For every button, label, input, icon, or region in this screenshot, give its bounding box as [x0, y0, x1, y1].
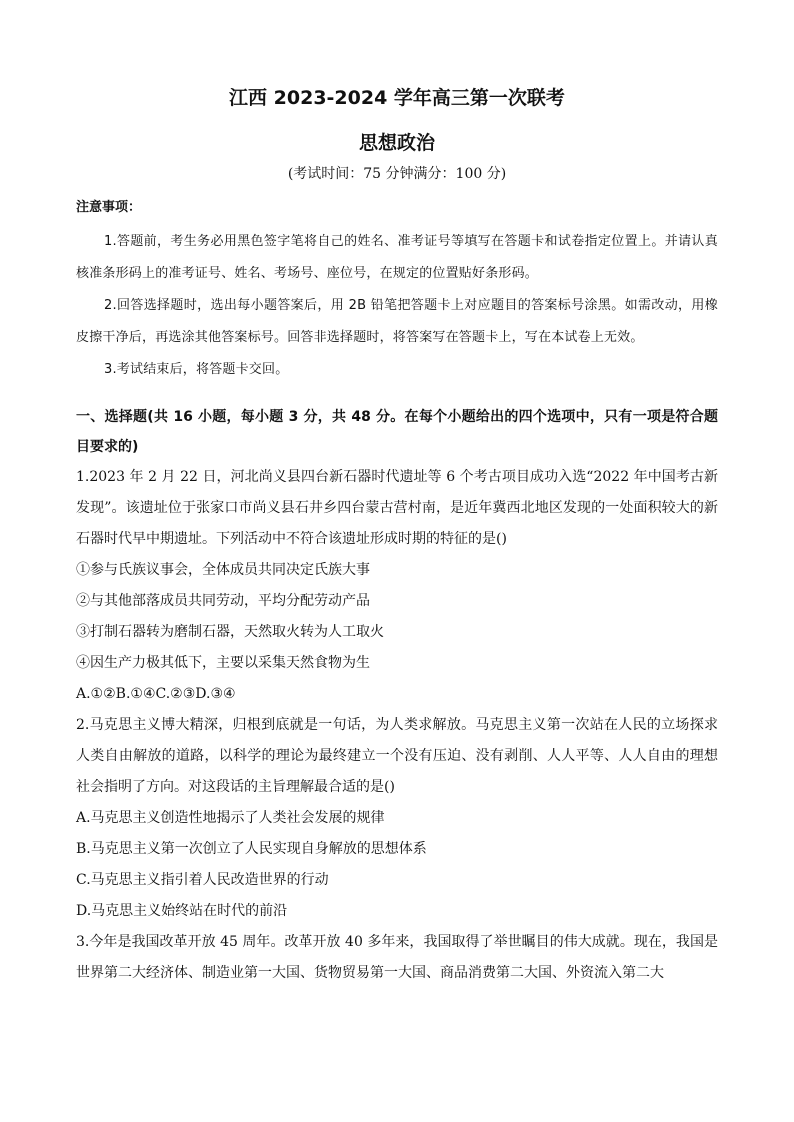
question-option-c: C.马克思主义指引着人民改造世界的行动: [76, 872, 329, 888]
notice-heading: 注意事项：: [76, 200, 142, 215]
question-1: [76, 462, 718, 710]
exam-title: 江西 2023-2024 学年高三第一次联考: [229, 87, 565, 109]
question-2: [76, 710, 718, 927]
question-statement: ③打制石器转为磨制石器，天然取火转为人工取火: [76, 624, 384, 640]
question-option-b: B.马克思主义第一次创立了人民实现自身解放的思想体系: [76, 841, 427, 857]
question-stem: 2.马克思主义博大精深，归根到底就是一句话，为人类求解放。马克思主义第一次站在人民的立场探求人类自由解放的道路，以科学的理论为最终建立一个没有压迫、没有剥削、人人平等、人人自由的理想社会指明了方向。对这段话的主旨理解最合适的是(): [76, 717, 718, 795]
question-3: [76, 927, 718, 989]
notice-block: [76, 198, 718, 386]
notice-item-3: 3.考试结束后，将答题卡交回。: [104, 362, 289, 377]
section-heading: 一、选择题(共 16 小题，每小题 3 分，共 48 分。在每个小题给出的四个选项中，只有一项是符合题目要求的): [76, 409, 718, 455]
notice-item-2: 2.回答选择题时，选出每小题答案后，用 2B 铅笔把答题卡上对应题目的答案标号涂黑。如需改动，用橡皮擦干净后，再选涂其他答案标号。回答非选择题时，将答案写在答题卡上，写在本试卷上无效。: [76, 298, 718, 345]
exam-time-info: (考试时间：75 分钟满分：100 分): [287, 166, 507, 182]
notice-item-1: 1.答题前，考生务必用黑色签字笔将自己的姓名、准考证号等填写在答题卡和试卷指定位置上。并请认真核准条形码上的准考证号、姓名、考场号、座位号，在规定的位置贴好条形码。: [76, 234, 718, 281]
exam-content: [76, 198, 718, 989]
question-stem: 1.2023 年 2 月 22 日，河北尚义县四台新石器时代遗址等 6 个考古项目成功入选“2022 年中国考古新发现”。该遗址位于张家口市尚义县石井乡四台蒙古营村南，是近年冀西北地区发现的一处面积较大的新石器时代早中期遗址。下列活动中不符合该遗址形成时期的特征的是(): [76, 469, 718, 547]
question-statement: ②与其他部落成员共同劳动，平均分配劳动产品: [76, 593, 370, 609]
question-option-a: A.马克思主义创造性地揭示了人类社会发展的规律: [76, 810, 385, 826]
question-option-d: D.马克思主义始终站在时代的前沿: [76, 903, 288, 919]
question-statement: ①参与氏族议事会，全体成员共同决定氏族大事: [76, 562, 370, 578]
question-stem: 3.今年是我国改革开放 45 周年。改革开放 40 多年来，我国取得了举世瞩目的伟大成就。现在，我国是世界第二大经济体、制造业第一大国、货物贸易第一大国、商品消费第二大国、外资流入第二大: [76, 934, 718, 981]
exam-subject: 思想政治: [358, 132, 435, 154]
question-statement: ④因生产力极其低下，主要以采集天然食物为生: [76, 655, 370, 671]
question-choices: A.①②B.①④C.②③D.③④: [76, 686, 236, 702]
